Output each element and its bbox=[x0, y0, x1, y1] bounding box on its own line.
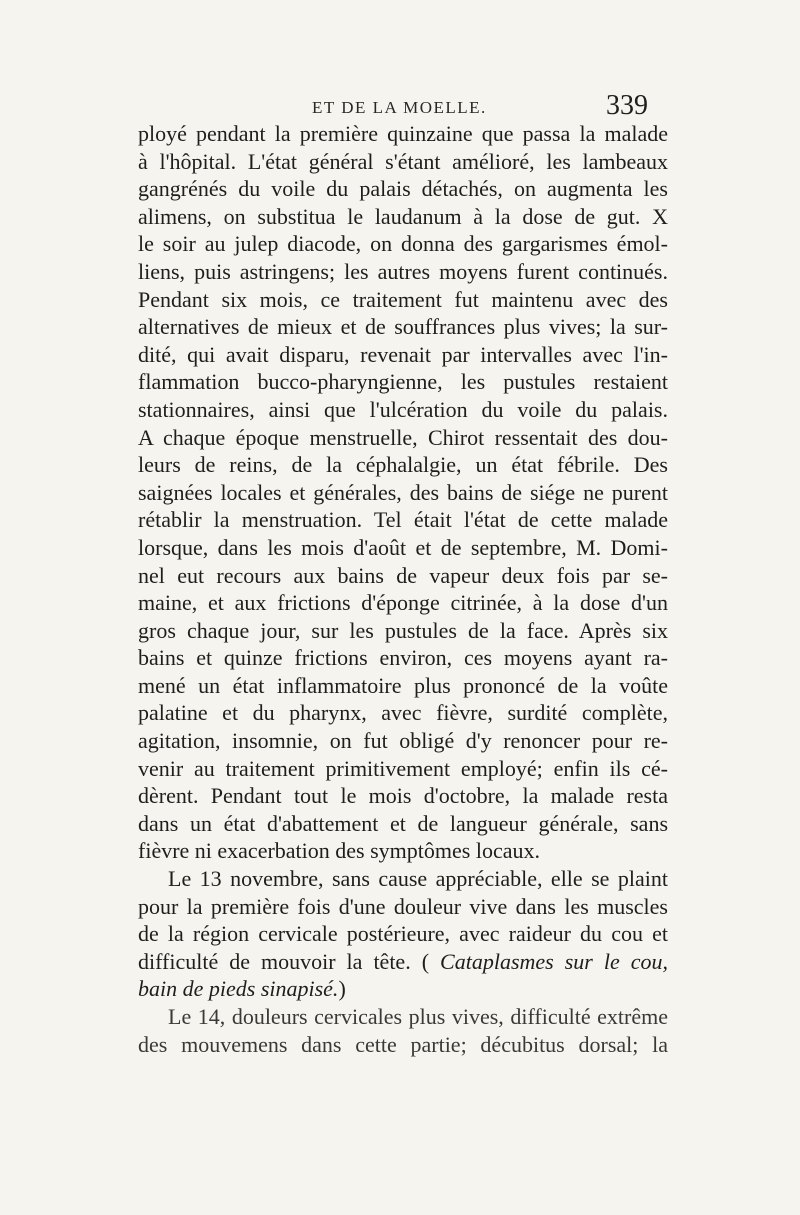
text-line: dité, qui avait disparu, revenait par intervalles avec l'in- bbox=[138, 341, 668, 367]
running-head: ET DE LA MOELLE. bbox=[312, 98, 487, 117]
text-line: mené un état inflammatoire plus prononcé de la voûte bbox=[138, 672, 668, 698]
text-line: à l'hôpital. L'état général s'étant amélioré, les lambeaux bbox=[138, 148, 668, 174]
text-line: bains et quinze frictions environ, ces moyens ayant ra- bbox=[138, 645, 668, 671]
page-number: 339 bbox=[606, 90, 648, 121]
text-line: ployé pendant la première quinzaine que passa la malade bbox=[138, 121, 668, 146]
italic-prescription: bain de pieds sinapisé. bbox=[138, 976, 339, 1002]
text-line: gros chaque jour, sur les pustules de la face. Après six bbox=[138, 617, 668, 643]
text-line: venir au traitement primitivement employé; enfin ils cé- bbox=[138, 755, 668, 781]
body-text bbox=[138, 120, 668, 1058]
text-segment: difficulté de mouvoir la tête. ( bbox=[138, 948, 430, 974]
paragraph-3 bbox=[138, 1003, 668, 1058]
text-line: dèrent. Pendant tout le mois d'octobre, la malade resta bbox=[138, 783, 668, 809]
paragraph-2 bbox=[138, 865, 668, 1003]
text-line: alternatives de mieux et de souffrances plus vives; la sur- bbox=[138, 314, 668, 340]
text-line: le soir au julep diacode, on donna des gargarismes émol- bbox=[138, 231, 668, 257]
text-line: Le 14, douleurs cervicales plus vives, difficulté extrême bbox=[168, 1004, 668, 1029]
text-line: alimens, on substitua le laudanum à la dose de gut. X bbox=[138, 203, 668, 229]
text-line: maine, et aux frictions d'éponge citrinée, à la dose d'un bbox=[138, 590, 668, 616]
text-line: pour la première fois d'une douleur vive dans les muscles bbox=[138, 893, 668, 919]
text-line bbox=[138, 975, 668, 1003]
text-line: dans un état d'abattement et de langueur générale, sans bbox=[138, 810, 668, 836]
text-line: Pendant six mois, ce traitement fut maintenu avec des bbox=[138, 286, 668, 312]
paragraph-1 bbox=[138, 120, 668, 865]
text-line: nel eut recours aux bains de vapeur deux fois par se- bbox=[138, 562, 668, 588]
text-line: Le 13 novembre, sans cause appréciable, elle se plaint bbox=[168, 866, 668, 892]
text-line: palatine et du pharynx, avec fièvre, surdité complète, bbox=[138, 700, 668, 726]
text-line: saignées locales et générales, des bains de siége ne purent bbox=[138, 479, 668, 505]
text-line: des mouvemens dans cette partie; décubitus dorsal; la bbox=[138, 1031, 668, 1057]
closing-paren: ) bbox=[338, 976, 346, 1002]
text-line: lorsque, dans les mois d'août et de septembre, M. Domi- bbox=[138, 534, 668, 560]
text-line: agitation, insomnie, on fut obligé d'y renoncer pour re- bbox=[138, 728, 668, 754]
text-line: de la région cervicale postérieure, avec raideur du cou et bbox=[138, 921, 668, 947]
text-line: fièvre ni exacerbation des symptômes locaux. bbox=[138, 838, 540, 864]
text-line: A chaque époque menstruelle, Chirot ressentait des dou- bbox=[138, 424, 668, 450]
text-line: gangrénés du voile du palais détachés, on augmenta les bbox=[138, 176, 668, 202]
text-line: leurs de reins, de la céphalalgie, un état fébrile. Des bbox=[138, 452, 668, 478]
text-line: stationnaires, ainsi que l'ulcération du voile du palais. bbox=[138, 396, 668, 422]
text-line: rétablir la menstruation. Tel était l'état de cette malade bbox=[138, 507, 668, 533]
text-line: flammation bucco-pharyngienne, les pustules restaient bbox=[138, 369, 668, 395]
italic-prescription: Cataplasmes sur le cou, bbox=[440, 948, 668, 974]
text-line bbox=[138, 948, 668, 976]
text-line: liens, puis astringens; les autres moyens furent continués. bbox=[138, 258, 668, 284]
